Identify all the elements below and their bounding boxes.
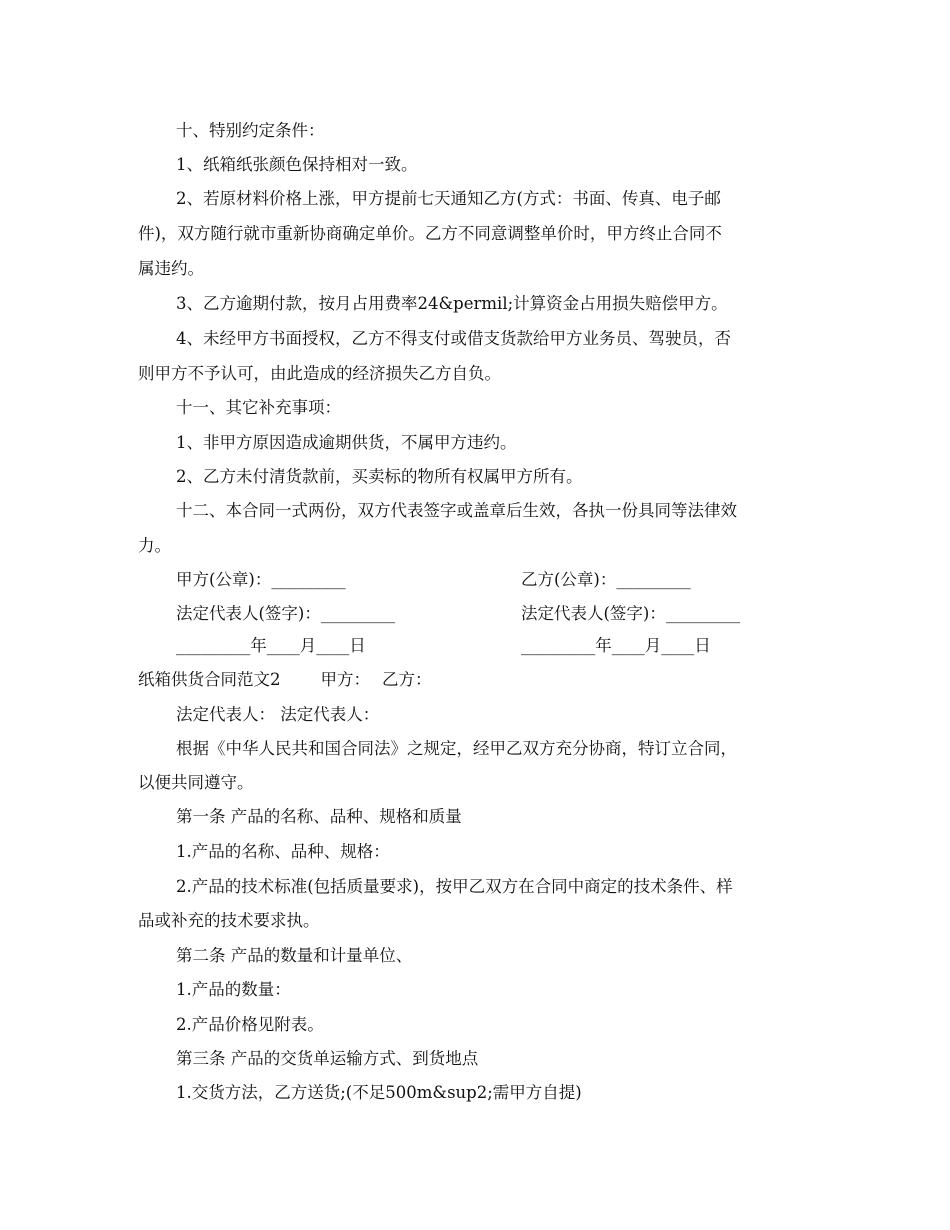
second-contract-title: 纸箱供货合同范文2 xyxy=(138,670,281,689)
representatives-line: 法定代表人： 法定代表人： xyxy=(176,705,380,724)
party-a-seal: 甲方(公章)：_________ xyxy=(176,570,346,589)
section-heading: 十一、其它补充事项： xyxy=(176,398,341,417)
party-b-seal: 乙方(公章)：_________ xyxy=(521,570,691,589)
party-a-label: 甲方： xyxy=(320,670,370,689)
clause-line: 1、纸箱纸张颜色保持相对一致。 xyxy=(176,155,418,174)
party-a-date: _________年____月____日 xyxy=(176,636,366,655)
article-item: 1.交货方法，乙方送货;(不足500m&sup2;需甲方自提) xyxy=(176,1083,582,1102)
article-item: 品或补充的技术要求执。 xyxy=(138,911,320,930)
article-item: 2.产品的技术标准(包括质量要求)，按甲乙双方在合同中商定的技术条件、样 xyxy=(176,877,733,896)
article-heading: 第二条 产品的数量和计量单位、 xyxy=(176,946,413,965)
clause-line: 2、乙方未付清货款前，买卖标的物所有权属甲方所有。 xyxy=(176,467,583,486)
clause-line: 2、若原材料价格上涨，甲方提前七天通知乙方(方式：书面、传真、电子邮 xyxy=(176,189,721,208)
article-heading: 第一条 产品的名称、品种、规格和质量 xyxy=(176,807,462,826)
article-item: 1.产品的数量： xyxy=(176,980,291,999)
article-item: 2.产品价格见附表。 xyxy=(176,1015,324,1034)
clause-line: 3、乙方逾期付款，按月占用费率24&permil;计算资金占用损失赔偿甲方。 xyxy=(176,294,728,313)
party-b-label: 乙方： xyxy=(382,670,432,689)
party-b-representative: 法定代表人(签字)：_________ xyxy=(521,604,741,623)
article-heading: 第三条 产品的交货单运输方式、到货地点 xyxy=(176,1049,479,1068)
party-a-representative: 法定代表人(签字)：_________ xyxy=(176,604,396,623)
clause-line: 1、非甲方原因造成逾期供货，不属甲方违约。 xyxy=(176,433,517,452)
preamble-line: 根据《中华人民共和国合同法》之规定，经甲乙双方充分协商，特订立合同， xyxy=(176,739,737,758)
section-heading: 十、特别约定条件： xyxy=(176,121,325,140)
clause-line: 则甲方不予认可，由此造成的经济损失乙方自负。 xyxy=(138,364,501,383)
clause-line: 力。 xyxy=(138,536,171,555)
clause-line: 件)，双方随行就市重新协商确定单价。乙方不同意调整单价时，甲方终止合同不 xyxy=(138,224,722,243)
clause-line: 属违约。 xyxy=(138,259,204,278)
preamble-line: 以便共同遵守。 xyxy=(138,773,254,792)
party-b-date: _________年____月____日 xyxy=(521,636,711,655)
article-item: 1.产品的名称、品种、规格： xyxy=(176,842,390,861)
clause-line: 4、未经甲方书面授权，乙方不得支付或借支货款给甲方业务员、驾驶员，否 xyxy=(176,329,731,348)
second-contract-header xyxy=(138,670,818,690)
clause-line: 十二、本合同一式两份，双方代表签字或盖章后生效，各执一份具同等法律效 xyxy=(176,501,737,520)
